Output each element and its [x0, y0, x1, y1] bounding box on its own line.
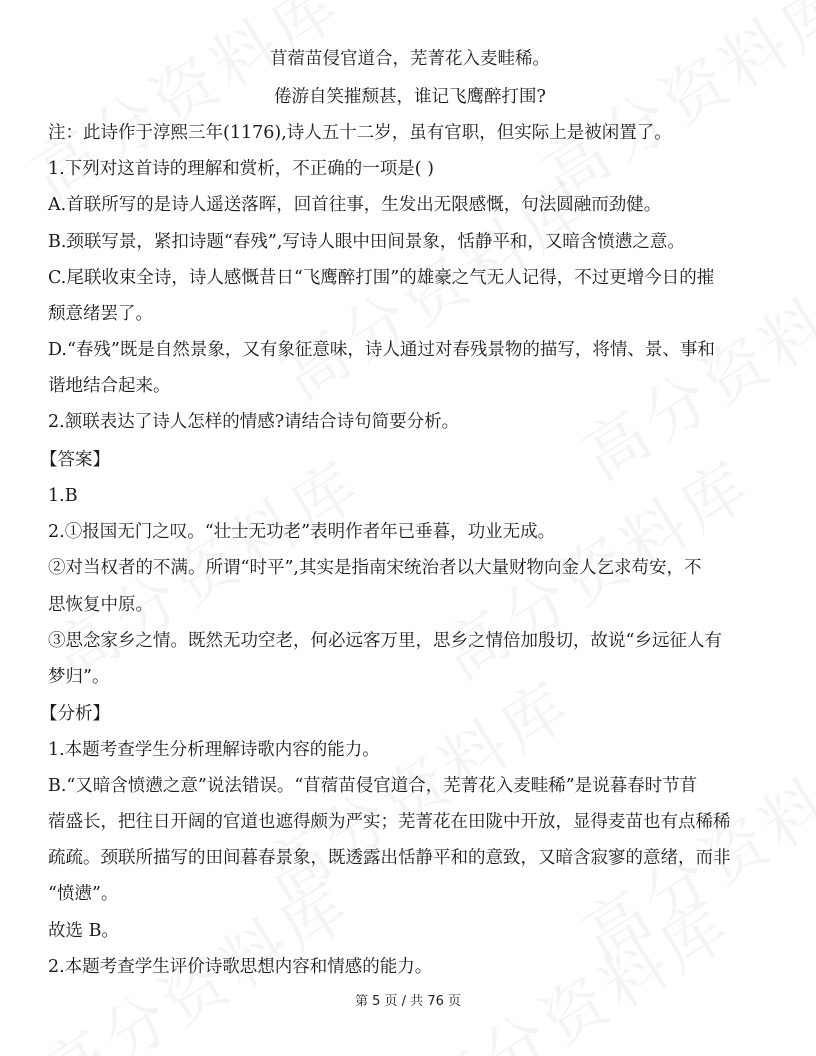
answer-heading: 【答案】: [40, 450, 110, 470]
option-a: A.首联所写的是诗人遥送落晖，回首往事，生发出无限感慨，句法圆融而劲健。: [48, 195, 662, 215]
analysis-heading: 【分析】: [40, 704, 110, 724]
answer-2-point-1: 2.①报国无门之叹。“壮士无功老”表明作者年已垂暮，功业无成。: [48, 522, 556, 542]
option-b: B.颈联写景，紧扣诗题“春残”,写诗人眼中田间景象，恬静平和，又暗含愤懑之意。: [48, 232, 685, 252]
analysis-b-line-3: 疏疏。颈联所描写的田间暮春景象，既透露出恬静平和的意致，又暗含寂寥的意绪，而非: [48, 848, 731, 868]
option-d-line-1: D.“春残”既是自然景象，又有象征意味，诗人通过对春残景物的描写，将情、景、事和: [48, 340, 715, 360]
option-c-line-2: 颓意绪罢了。: [48, 304, 153, 324]
answer-2-point-2-line-1: ②对当权者的不满。所谓“时平”,其实是指南宋统治者以大量财物向金人乞求苟安，不: [48, 558, 702, 578]
poem-note: 注：此诗作于淳熙三年(1176),诗人五十二岁，虽有官职，但实际上是被闲置了。: [48, 123, 672, 143]
analysis-choice: 故选 B。: [48, 921, 119, 941]
analysis-b-line-1: B.“又暗含愤懑之意”说法错误。“苜蓿苗侵官道合，芜菁花入麦畦稀”是说暮春时节苜: [48, 776, 698, 796]
analysis-2: 2.本题考查学生评价诗歌思想内容和情感的能力。: [48, 957, 433, 977]
analysis-b-line-4: “愤懑”。: [48, 884, 119, 904]
answer-2-point-3-line-2: 梦归”。: [48, 667, 110, 687]
poem-line-1: 苜蓿苗侵官道合，芜菁花入麦畦稀。: [270, 49, 550, 69]
answer-1: 1.B: [48, 486, 78, 506]
option-c-line-1: C.尾联收束全诗，诗人感慨昔日“飞鹰醉打围”的雄豪之气无人记得，不过更增今日的摧: [48, 268, 715, 288]
option-d-line-2: 谐地结合起来。: [48, 376, 171, 396]
page-number-footer: 第 5 页 / 共 76 页: [355, 994, 461, 1009]
answer-2-point-3-line-1: ③思念家乡之情。既然无功空老，何必远客万里，思乡之情倍加殷切，故说“乡远征人有: [48, 631, 722, 651]
analysis-b-line-2: 蓿盛长，把往日开阔的官道也遮得颇为严实；芜菁花在田陇中开放，显得麦苗也有点稀稀: [48, 812, 731, 832]
poem-line-2: 倦游自笑摧颓甚，谁记飞鹰醉打围?: [274, 87, 546, 107]
question-1-stem: 1.下列对这首诗的理解和赏析，不正确的一项是( ): [48, 159, 434, 179]
analysis-1: 1.本题考查学生分析理解诗歌内容的能力。: [48, 740, 380, 760]
question-2-stem: 2.颔联表达了诗人怎样的情感?请结合诗句简要分析。: [48, 412, 460, 432]
answer-2-point-2-line-2: 思恢复中原。: [48, 595, 153, 615]
